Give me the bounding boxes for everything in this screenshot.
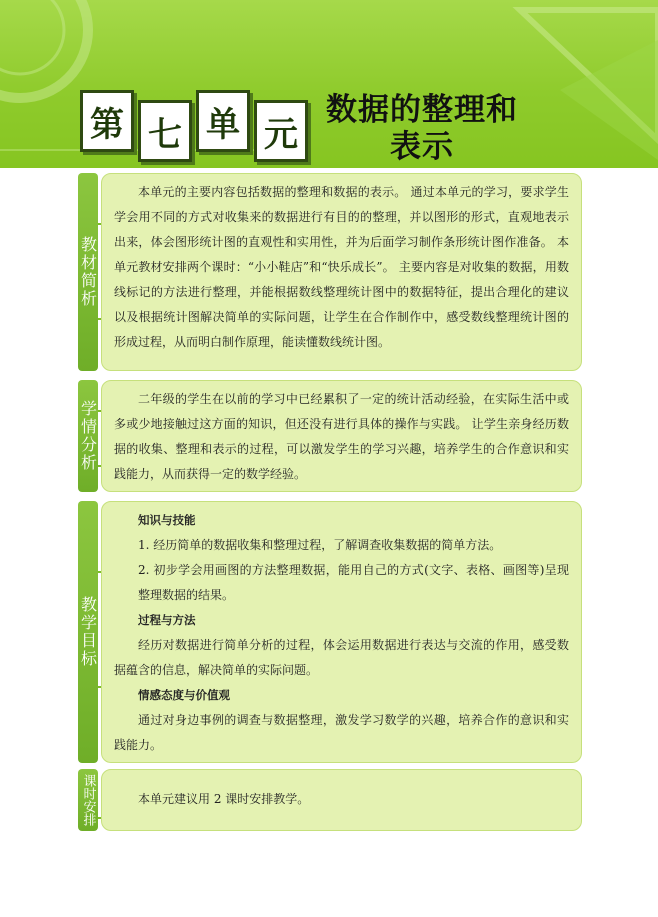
section-box bbox=[101, 173, 582, 371]
section-tab bbox=[78, 501, 98, 763]
section-label: 学情分析 bbox=[78, 400, 98, 472]
unit-char: 元 bbox=[254, 100, 308, 162]
process-text: 经历对数据进行简单分析的过程，体会运用数据进行表达与交流的作用，感受数据蕴含的信息，解决简单的实际问题。 bbox=[114, 638, 569, 677]
section-paragraph: 本单元建议用 2 课时安排教学。 bbox=[138, 792, 310, 806]
chapter-title-line1: 数据的整理和 bbox=[326, 92, 518, 128]
section-tab bbox=[78, 380, 98, 492]
knowledge-item-1: 1. 经历简单的数据收集和整理过程，了解调查收集数据的简单方法。 bbox=[138, 538, 502, 552]
section-paragraph: 二年级的学生在以前的学习中已经累积了一定的统计活动经验，在实际生活中或多或少地接触过这方面的知识，但还没有进行具体的操作与实践。 让学生亲身经历数据的收集、整理和表示的过程，可以激发学生的学习兴趣，培养学生的合作意识和实践能力，从而获得一定的数学经验。 bbox=[114, 392, 569, 481]
section-label: 教材简析 bbox=[78, 236, 98, 308]
knowledge-title: 知识与技能 bbox=[138, 513, 196, 527]
section-box bbox=[101, 501, 582, 763]
section-label: 课时安排 bbox=[80, 774, 96, 826]
section-tab bbox=[78, 769, 98, 831]
section-textbook-analysis bbox=[78, 173, 582, 371]
section-teaching-goals bbox=[78, 501, 582, 763]
emotion-title: 情感态度与价值观 bbox=[138, 688, 230, 702]
chapter-title-line2: 表示 bbox=[390, 129, 454, 165]
section-label: 教学目标 bbox=[78, 596, 98, 668]
section-box bbox=[101, 380, 582, 492]
emotion-text: 通过对身边事例的调查与数据整理，激发学习数学的兴趣，培养合作的意识和实践能力。 bbox=[114, 713, 569, 752]
unit-char: 第 bbox=[80, 90, 134, 152]
header-banner bbox=[0, 0, 658, 168]
section-tab bbox=[78, 173, 98, 371]
unit-number-title bbox=[80, 90, 308, 155]
section-student-analysis bbox=[78, 380, 582, 492]
section-paragraph: 本单元的主要内容包括数据的整理和数据的表示。 通过本单元的学习，要求学生学会用不同的方式对收集来的数据进行有目的的整理，并以图形的形式，直观地表示出来，体会图形统计图的直观性和实用性，并为后面学习制作条形统计图作准备。 本单元教材安排两个课时：“小小鞋店”和“快乐成长”。 主要内容是对收集的数据，用数线标记的方法进行整理，并能根据数线整理统计图中的数据特征，提出合理化的建议以及根据统计图解决简单的实际问题，让学生在合作制作中，感受数线整理统计图的形成过程，从而明白制作原理，能读懂数线统计图。 bbox=[114, 185, 569, 349]
process-title: 过程与方法 bbox=[138, 613, 196, 627]
chapter-title bbox=[302, 92, 542, 166]
section-box bbox=[101, 769, 582, 831]
section-schedule bbox=[78, 769, 582, 831]
unit-char: 七 bbox=[138, 100, 192, 162]
unit-char: 单 bbox=[196, 90, 250, 152]
knowledge-item-2: 2. 初步学会用画图的方法整理数据，能用自己的方式(文字、表格、画图等)呈现整理数据的结果。 bbox=[138, 563, 569, 602]
